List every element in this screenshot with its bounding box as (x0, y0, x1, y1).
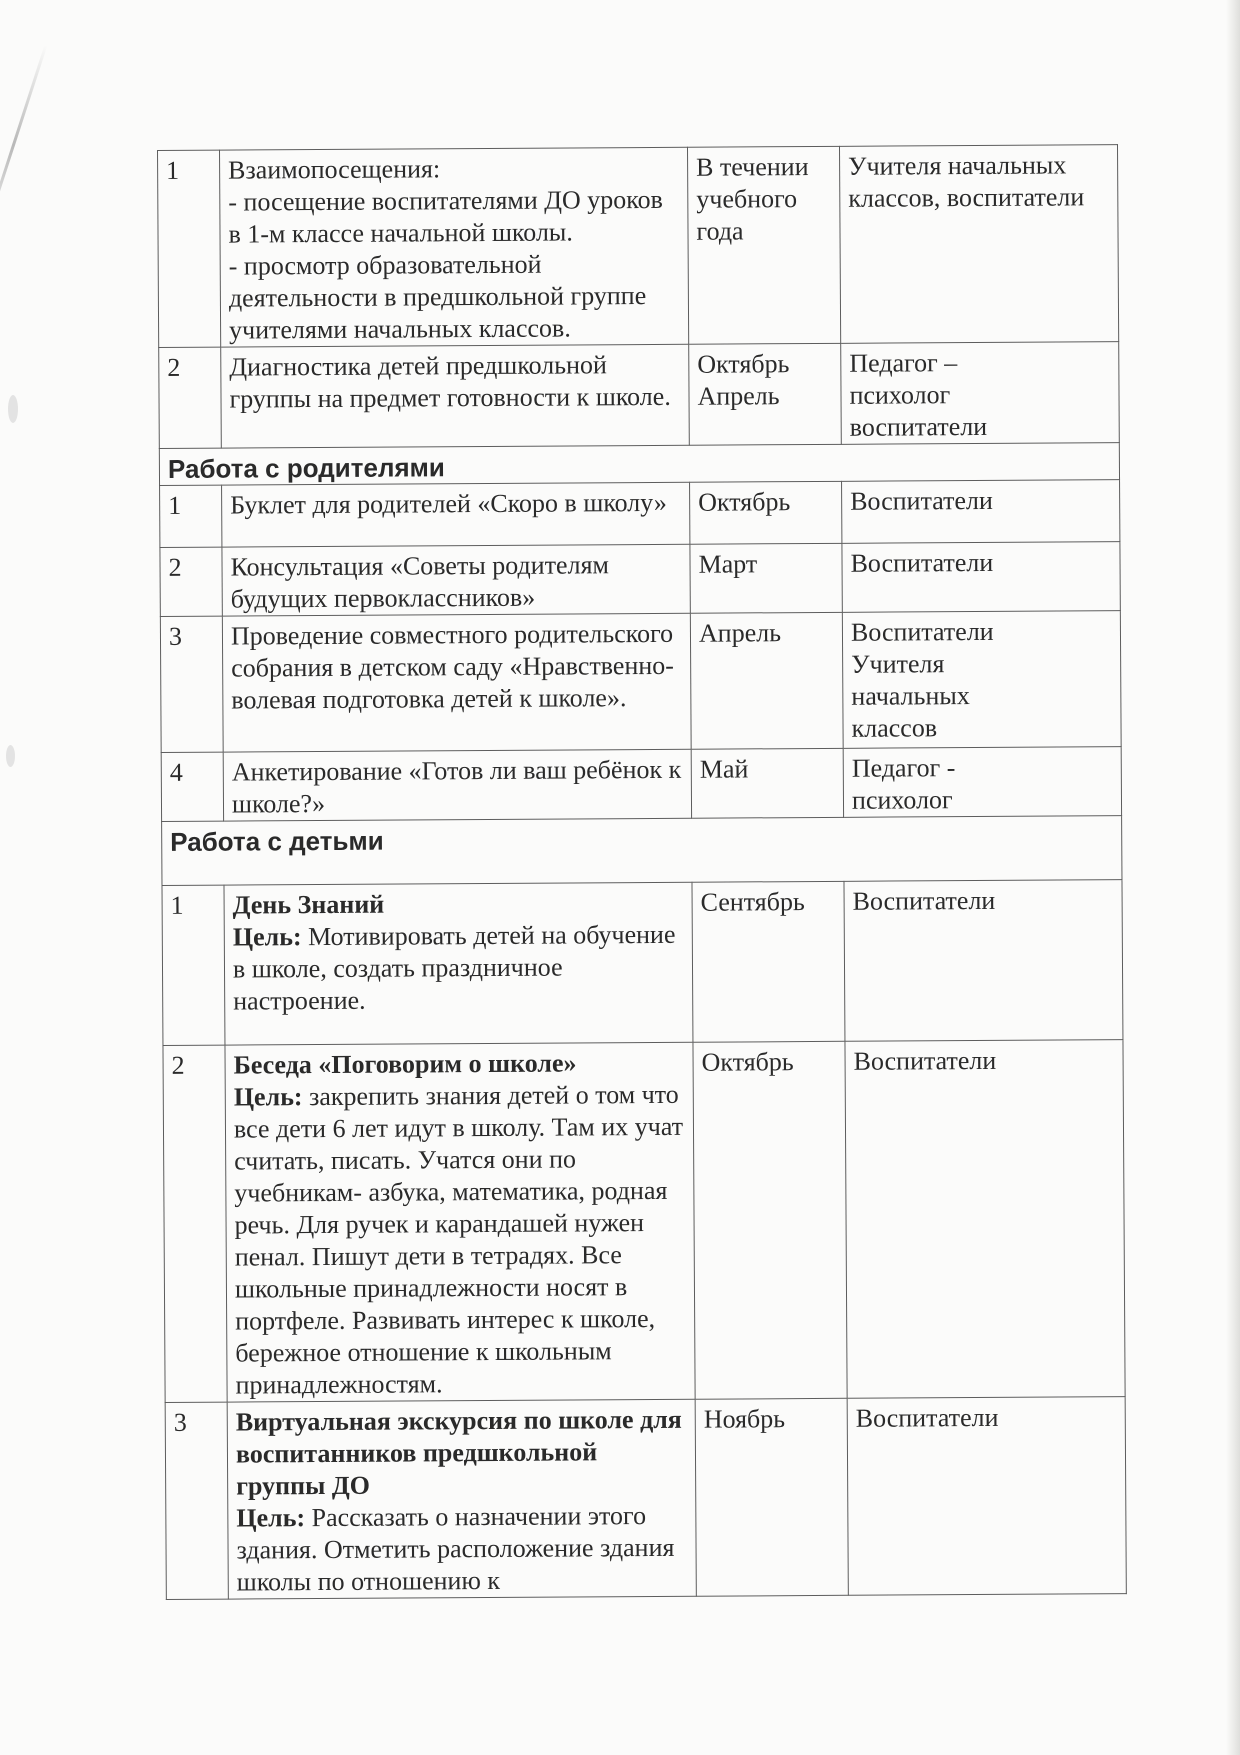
scan-edge-mark (0, 45, 47, 246)
row-number: 1 (162, 885, 225, 1045)
row-responsible: Воспитатели (845, 1040, 1125, 1399)
goal-text: Мотивировать детей на обучение в школе, создать праздничное настроение. (232, 919, 676, 1016)
row-period: Октябрь (690, 481, 842, 544)
activity-title: День Знаний (232, 889, 385, 920)
section-row (159, 443, 1119, 486)
row-content (224, 882, 693, 1045)
activity-goal (236, 1500, 688, 1599)
activity-goal (233, 919, 685, 1018)
row-responsible: Учителя начальных классов, воспитатели (839, 145, 1118, 344)
row-number: 2 (163, 1045, 227, 1402)
row-period: Март (690, 543, 842, 613)
row-content (227, 1399, 696, 1599)
goal-label: Цель: (233, 1082, 303, 1112)
row-number: 4 (161, 752, 223, 821)
row-period: Октябрь Апрель (689, 343, 842, 445)
row-period: Май (691, 748, 843, 818)
table-row (160, 611, 1121, 753)
table-row (160, 542, 1120, 617)
row-period: Октябрь (693, 1041, 847, 1399)
row-responsible: Воспитатели Учителя начальных классов (842, 611, 1121, 749)
row-number: 1 (160, 485, 222, 547)
table-row (161, 747, 1121, 822)
row-responsible: Воспитатели (847, 1397, 1126, 1596)
row-number: 1 (158, 150, 221, 347)
row-content: Проведение совместного родительского собрания в детском саду «Нравственно-волевая подготовка детей к школе». (222, 613, 691, 752)
row-content: Анкетирование «Готов ли ваш ребёнок к школе?» (223, 749, 691, 821)
row-content: Консультация «Советы родителям будущих первоклассников» (222, 544, 690, 616)
activity-title: Виртуальная экскурсия по школе для воспитанников предшкольной группы ДО (235, 1404, 682, 1501)
section-row (162, 816, 1122, 886)
row-period: В течении учебного года (687, 146, 840, 344)
row-period: Ноябрь (695, 1398, 848, 1596)
row-number: 2 (160, 547, 222, 616)
goal-text: закрепить знания детей о том что все дети 6 лет идут в школу. Там их учат считать, писать. Учатся они по учебникам- азбука, математика, родная речь. Для ручек и карандашей нужен пенал. Пишут дети в тетрадях. Все школьные принадлежности носят в портфеле. Развивать интерес к школе, бережное отношение к школьным принадлежностям. (233, 1079, 684, 1400)
row-responsible: Воспитатели (842, 542, 1120, 613)
table-row (163, 1040, 1125, 1403)
scan-smudge (8, 395, 18, 423)
scan-smudge (6, 745, 15, 767)
table-row (162, 880, 1123, 1046)
row-number: 3 (165, 1402, 228, 1599)
row-period: Апрель (690, 612, 843, 749)
table-row (158, 145, 1119, 348)
scan-right-edge (1226, 0, 1240, 1755)
activity-goal (234, 1079, 687, 1402)
table-row (160, 480, 1120, 548)
goal-label: Цель: (236, 1503, 306, 1533)
row-responsible: Педагог – психолог воспитатели (841, 342, 1120, 445)
row-content: Буклет для родителей «Скоро в школу» (222, 482, 690, 547)
row-content: Взаимопосещения: - посещение воспитателями ДО уроков в 1-м классе начальной школы. - просмотр образовательной деятельности в предшкольной группе учителями начальных классов. (220, 147, 689, 347)
row-responsible: Воспитатели (844, 880, 1123, 1042)
row-content (225, 1042, 695, 1402)
row-number: 3 (160, 616, 223, 752)
plan-table (157, 144, 1127, 1600)
goal-label: Цель: (232, 922, 302, 952)
table-row (165, 1397, 1126, 1600)
row-content: Диагностика детей предшкольной группы на предмет готовности к школе. (221, 344, 690, 448)
row-responsible: Педагог - психолог (843, 747, 1121, 818)
row-number: 2 (159, 347, 222, 448)
activity-title: Беседа «Поговорим о школе» (233, 1048, 577, 1080)
section-title-parents: Работа с родителями (159, 443, 1119, 486)
row-period: Сентябрь (692, 881, 845, 1042)
row-responsible: Воспитатели (842, 480, 1120, 544)
goal-text: Рассказать о назначении этого здания. Отметить расположение здания школы по отношению к (236, 1501, 675, 1597)
table-row (159, 342, 1120, 449)
section-title-children: Работа с детьми (162, 816, 1122, 886)
